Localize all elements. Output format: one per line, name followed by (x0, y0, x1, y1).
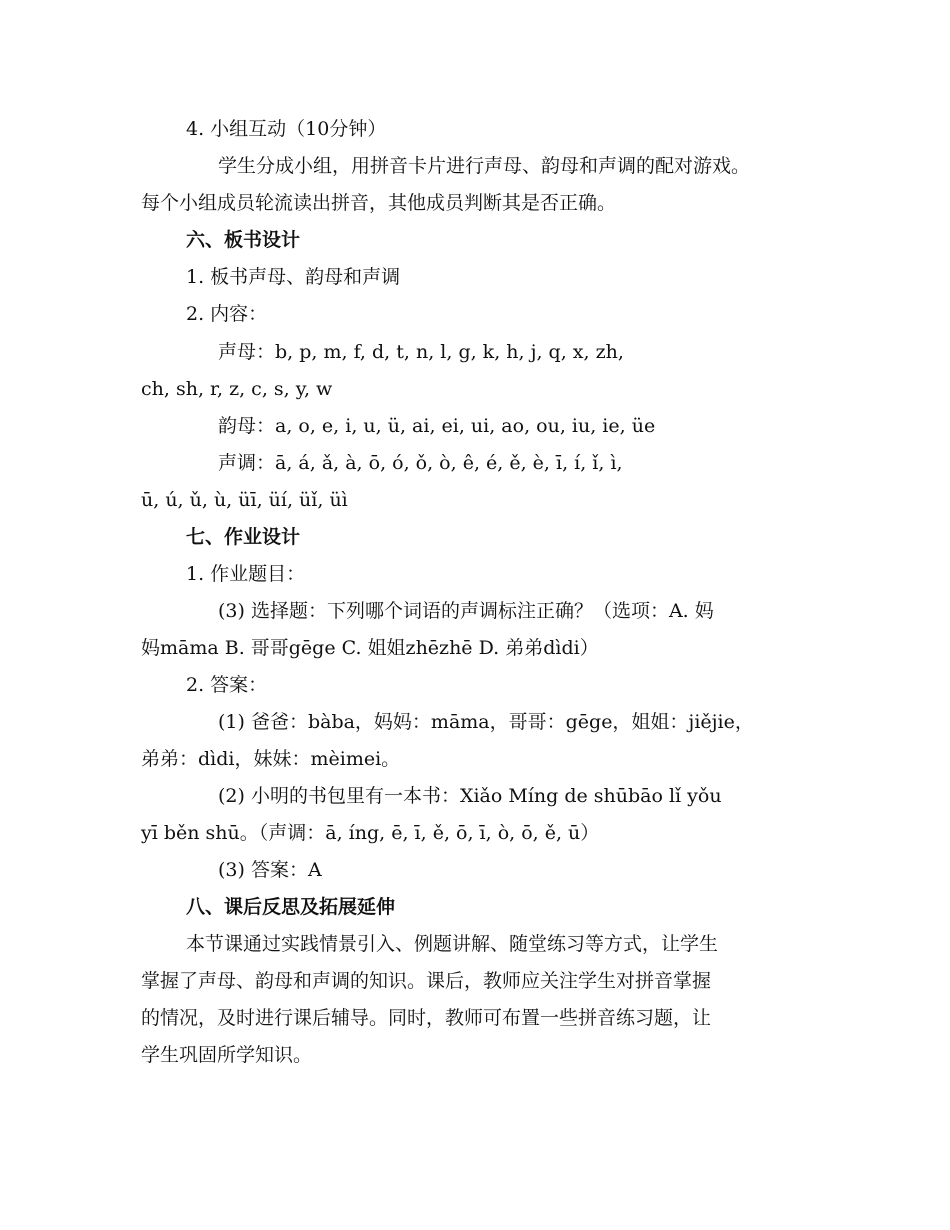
group-activity-item: 4. 小组互动（10分钟） (186, 118, 387, 140)
list-item: 1. 板书声母、韵母和声调 (186, 266, 401, 288)
paragraph-line: 掌握了声母、韵母和声调的知识。课后，教师应关注学生对拼音掌握 (141, 970, 712, 992)
paragraph-line: 的情况，及时进行课后辅导。同时，教师可布置一些拼音练习题，让 (141, 1007, 712, 1029)
paragraph-line: 本节课通过实践情景引入、例题讲解、随堂练习等方式，让学生 (186, 933, 719, 955)
answer-line: (2) 小明的书包里有一本书：Xiǎo Míng de shūbāo lǐ yǒu (218, 785, 722, 807)
list-item: 2. 答案： (186, 674, 268, 696)
paragraph-line: 学生分成小组，用拼音卡片进行声母、韵母和声调的配对游戏。 (218, 155, 751, 177)
answer-line: (1) 爸爸：bàba，妈妈：māma，哥哥：gēge，姐姐：jiějie， (218, 711, 754, 733)
paragraph-line: 每个小组成员轮流读出拼音，其他成员判断其是否正确。 (141, 192, 617, 214)
initials-line-cont: ch, sh, r, z, c, s, y, w (141, 378, 333, 400)
finals-line: 韵母：a, o, e, i, u, ü, ai, ei, ui, ao, ou, iu, ie, üe (218, 415, 656, 437)
tones-line: 声调：ā, á, ǎ, à, ō, ó, ǒ, ò, ê, é, ě, è, ī, í, ǐ, ì, (218, 452, 623, 474)
answer-line-cont: 弟弟：dìdi，妹妹：mèimei。 (141, 748, 401, 770)
paragraph-line: 学生巩固所学知识。 (141, 1044, 313, 1066)
answer-line: (3) 答案：A (218, 859, 322, 881)
question-line-cont: 妈māma B. 哥哥gēge C. 姐姐zhēzhē D. 弟弟dìdi） (141, 637, 599, 659)
section-heading-blackboard: 六、板书设计 (186, 229, 301, 251)
initials-line: 声母：b, p, m, f, d, t, n, l, g, k, h, j, q, x, zh, (218, 341, 624, 363)
section-heading-reflection: 八、课后反思及拓展延伸 (186, 896, 396, 918)
tones-line-cont: ū, ú, ǔ, ù, üī, üí, üǐ, üì (141, 489, 348, 511)
question-line: (3) 选择题：下列哪个词语的声调标注正确？（选项：A. 妈 (218, 600, 714, 622)
section-heading-homework: 七、作业设计 (186, 526, 301, 548)
answer-line-cont: yī běn shū。（声调：ā, íng, ē, ī, ě, ō, ī, ò, ō, ě, ū） (141, 822, 600, 844)
list-item: 2. 内容： (186, 303, 268, 325)
list-item: 1. 作业题目： (186, 563, 306, 585)
